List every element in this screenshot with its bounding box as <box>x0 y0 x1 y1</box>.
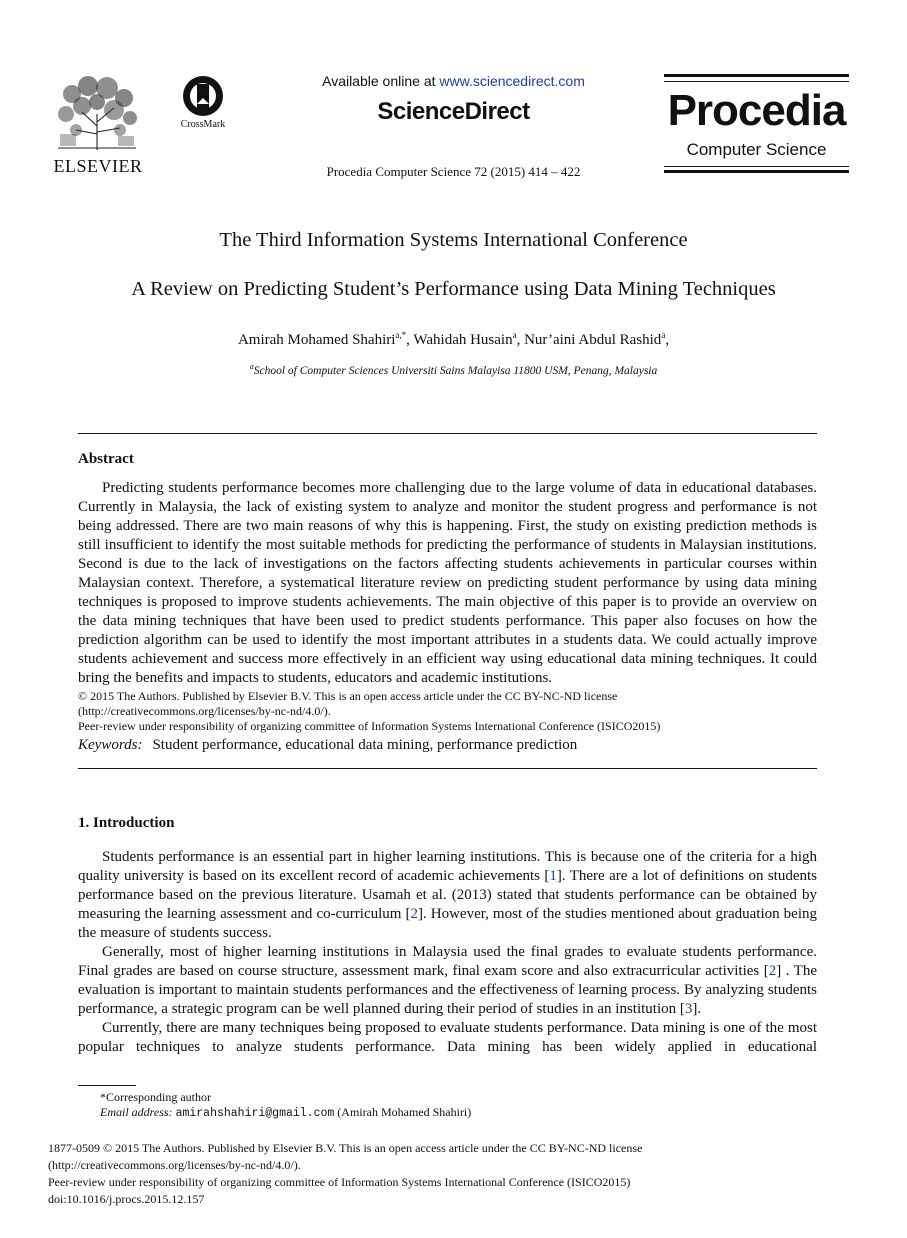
copyright-notice <box>78 689 817 734</box>
sciencedirect-logo: ScienceDirect <box>377 98 530 125</box>
divider <box>664 74 849 77</box>
issn-line: 1877-0509 © 2015 The Authors. Published by Elsevier B.V. This is an open access article under the CC BY-NC-ND license <box>48 1141 643 1155</box>
copyright-line: © 2015 The Authors. Published by Elsevier B.V. This is an open access article under the CC BY-NC-ND license <box>78 689 618 703</box>
corresponding-author-note: *Corresponding author <box>100 1090 211 1104</box>
paragraph-text: ]. There are a lot of definitions on students performance based on the previous literature. Usamah et al. (2013) stated that students performance can be obtained by measuring the learning assessment and co-curriculum [ <box>78 868 818 922</box>
divider <box>78 433 817 434</box>
divider <box>664 81 849 82</box>
abstract-heading: Abstract <box>78 451 134 467</box>
available-prefix: Available online at <box>322 73 440 89</box>
affiliation <box>0 362 907 377</box>
page-title: A Review on Predicting Student’s Performance using Data Mining Techniques <box>131 278 776 300</box>
journal-reference: Procedia Computer Science 72 (2015) 414 – 422 <box>326 164 581 179</box>
abstract-text: Predicting students performance becomes more challenging due to the large volume of data in educational databases. Currently in Malaysia, the lack of existing system to analyze and monitor the student progress and performance is not being addressed. There are two main reasons of why this is happening. First, the study on existing prediction methods is still insufficient to identify the most suitable methods for predicting the performance of students in Malaysian institutions. Second is due to the lack of investigations on the factors affecting students achievements in particular courses within Malaysian context. Therefore, a systematical literature review on predicting student performance by using data mining techniques is proposed to improve students achievements. The main objective of this paper is to provide an overview on the data mining techniques that have been used to predict students performance. This paper also focuses on how the prediction algorithm can be used to identify the most important attributes in a students data. We could actually improve students achievement and success more effectively in an efficient way using educational data mining techniques. It could bring the benefits and impacts to students, educators and academic institutions. <box>78 480 817 686</box>
footer <box>48 1140 848 1208</box>
paragraph-text: Generally, most of higher learning institutions in Malaysia used the final grades to evaluate students performance. Final grades are based on course structure, assessment mark, final exam score and also extracurricular activities [ <box>78 944 817 979</box>
keywords-label: Keywords: <box>78 737 143 753</box>
author-name: Nur’aini Abdul Rashid <box>524 332 662 348</box>
paragraph-text: ]. <box>692 1001 702 1017</box>
procedia-title: Procedia <box>667 86 846 135</box>
conference-name: The Third Information Systems International Conference <box>219 229 688 251</box>
procedia-subtitle: Computer Science <box>686 140 827 159</box>
citation-link[interactable]: 1 <box>549 868 557 884</box>
peer-review-note: Peer-review under responsibility of organizing committee of Information Systems International Conference (ISICO2015) <box>48 1175 631 1189</box>
crossmark-label: CrossMark <box>180 119 226 130</box>
keywords <box>78 737 817 754</box>
author-sup: a <box>661 330 666 340</box>
paragraph-text: ] . The evaluation is important to maintain students performances and the effectiveness of learning process. By analyzing students performance, a strategic program can be well planned during their period of studies in an institution [ <box>78 963 818 1017</box>
author-sup: a,* <box>395 330 407 340</box>
paragraph <box>78 848 817 943</box>
divider <box>664 170 849 173</box>
author-list <box>0 330 907 349</box>
author-separator: , <box>516 332 525 348</box>
divider <box>664 166 849 167</box>
email-owner: (Amirah Mohamed Shahiri) <box>337 1105 472 1119</box>
publisher-name: ELSEVIER <box>53 156 143 176</box>
citation-link[interactable]: 3 <box>684 1001 693 1017</box>
author-name: Amirah Mohamed Shahiri <box>237 332 396 348</box>
author-name: Wahidah Husain <box>413 332 513 348</box>
author-separator: , <box>406 332 414 348</box>
author-separator: , <box>665 332 670 348</box>
paragraph-text: Students performance is an essential part in higher learning institutions. This is because one of the criteria for a high quality university is based on its excellent record of academic achievements [ <box>78 849 817 884</box>
section-heading-introduction: 1. Introduction <box>78 815 175 831</box>
email-label: Email address: <box>100 1105 173 1119</box>
citation-link[interactable]: 2 <box>768 963 777 979</box>
doi[interactable]: doi:10.1016/j.procs.2015.12.157 <box>48 1192 205 1206</box>
email-address[interactable]: amirahshahiri@gmail.com <box>175 1107 335 1120</box>
author-sup: a <box>512 330 517 340</box>
keywords-text: Student performance, educational data mining, performance prediction <box>152 737 578 753</box>
email-note <box>100 1105 839 1120</box>
paragraph-text: ]. However, most of the studies mentioned about graduation being the measure of students success. <box>78 906 817 941</box>
abstract-body <box>78 479 817 688</box>
license-link[interactable]: (http://creativecommons.org/licenses/by-nc-nd/4.0/). <box>48 1158 301 1172</box>
affiliation-sup: a <box>249 362 254 371</box>
paragraph: Currently, there are many techniques being proposed to evaluate students performance. Data mining is one of the most popular techniques to analyze students performance. Data mining has been widely applied in educational <box>78 1020 817 1055</box>
license-link[interactable]: (http://creativecommons.org/licenses/by-nc-nd/4.0/). <box>78 704 331 718</box>
introduction-body <box>78 848 817 1057</box>
citation-link[interactable]: 2 <box>410 906 418 922</box>
footnote-divider <box>78 1085 136 1086</box>
sciencedirect-link[interactable]: www.sciencedirect.com <box>439 73 585 89</box>
divider <box>78 768 817 769</box>
affiliation-text: School of Computer Sciences Universiti Sains Malayisa 11800 USM, Penang, Malaysia <box>253 364 658 377</box>
procedia-logo <box>664 74 849 178</box>
peer-review-note: Peer-review under responsibility of organizing committee of Information Systems International Conference (ISICO2015) <box>78 719 661 733</box>
paragraph <box>78 943 817 1019</box>
